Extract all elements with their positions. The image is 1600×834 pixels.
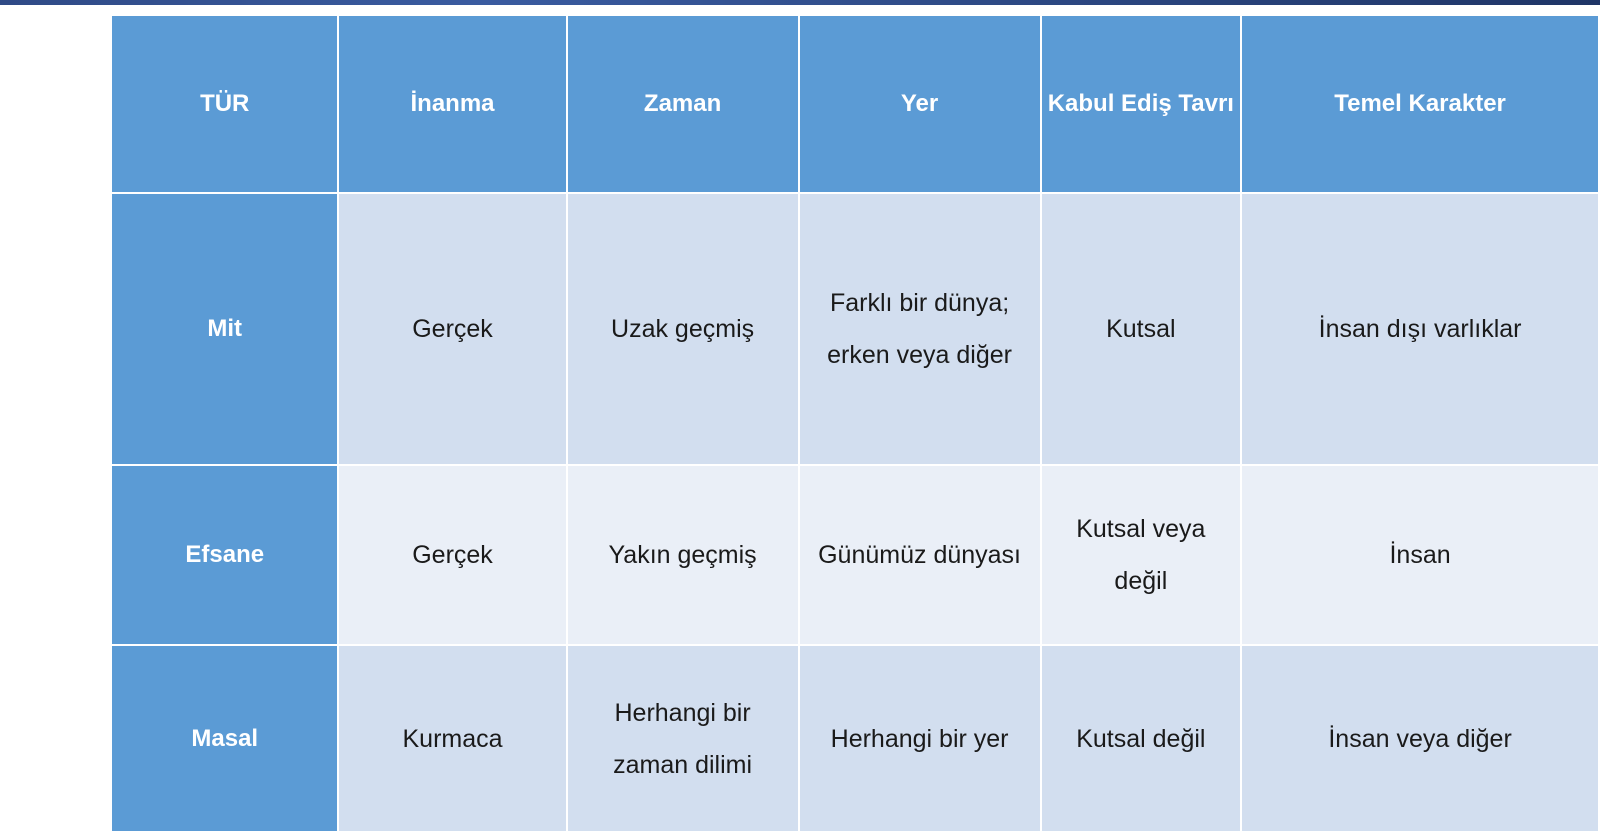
header-inanma: İnanma xyxy=(339,16,565,192)
cell-kabul-edis: Kutsal xyxy=(1042,194,1241,464)
cell-kabul-edis: Kutsal veya değil xyxy=(1042,466,1241,644)
header-temel-karakter: Temel Karakter xyxy=(1242,16,1598,192)
cell-temel-karakter: İnsan xyxy=(1242,466,1598,644)
cell-zaman: Uzak geçmiş xyxy=(568,194,798,464)
row-label-masal: Masal xyxy=(112,646,337,831)
table-header-row xyxy=(112,16,1598,192)
header-tur: TÜR xyxy=(112,16,337,192)
cell-temel-karakter: İnsan veya diğer xyxy=(1242,646,1598,831)
table-row xyxy=(112,646,1598,831)
table-row xyxy=(112,194,1598,464)
cell-yer: Günümüz dünyası xyxy=(800,466,1040,644)
cell-temel-karakter: İnsan dışı varlıklar xyxy=(1242,194,1598,464)
row-label-efsane: Efsane xyxy=(112,466,337,644)
row-label-mit: Mit xyxy=(112,194,337,464)
cell-inanma: Gerçek xyxy=(339,194,565,464)
header-yer: Yer xyxy=(800,16,1040,192)
cell-yer: Farklı bir dünya; erken veya diğer xyxy=(800,194,1040,464)
header-kabul-edis-tavri: Kabul Ediş Tavrı xyxy=(1042,16,1241,192)
cell-kabul-edis: Kutsal değil xyxy=(1042,646,1241,831)
top-accent-bar xyxy=(0,0,1600,5)
cell-zaman: Herhangi bir zaman dilimi xyxy=(568,646,798,831)
cell-yer: Herhangi bir yer xyxy=(800,646,1040,831)
table-row xyxy=(112,466,1598,644)
genre-comparison-table xyxy=(110,14,1600,833)
cell-inanma: Gerçek xyxy=(339,466,565,644)
header-zaman: Zaman xyxy=(568,16,798,192)
cell-inanma: Kurmaca xyxy=(339,646,565,831)
cell-zaman: Yakın geçmiş xyxy=(568,466,798,644)
